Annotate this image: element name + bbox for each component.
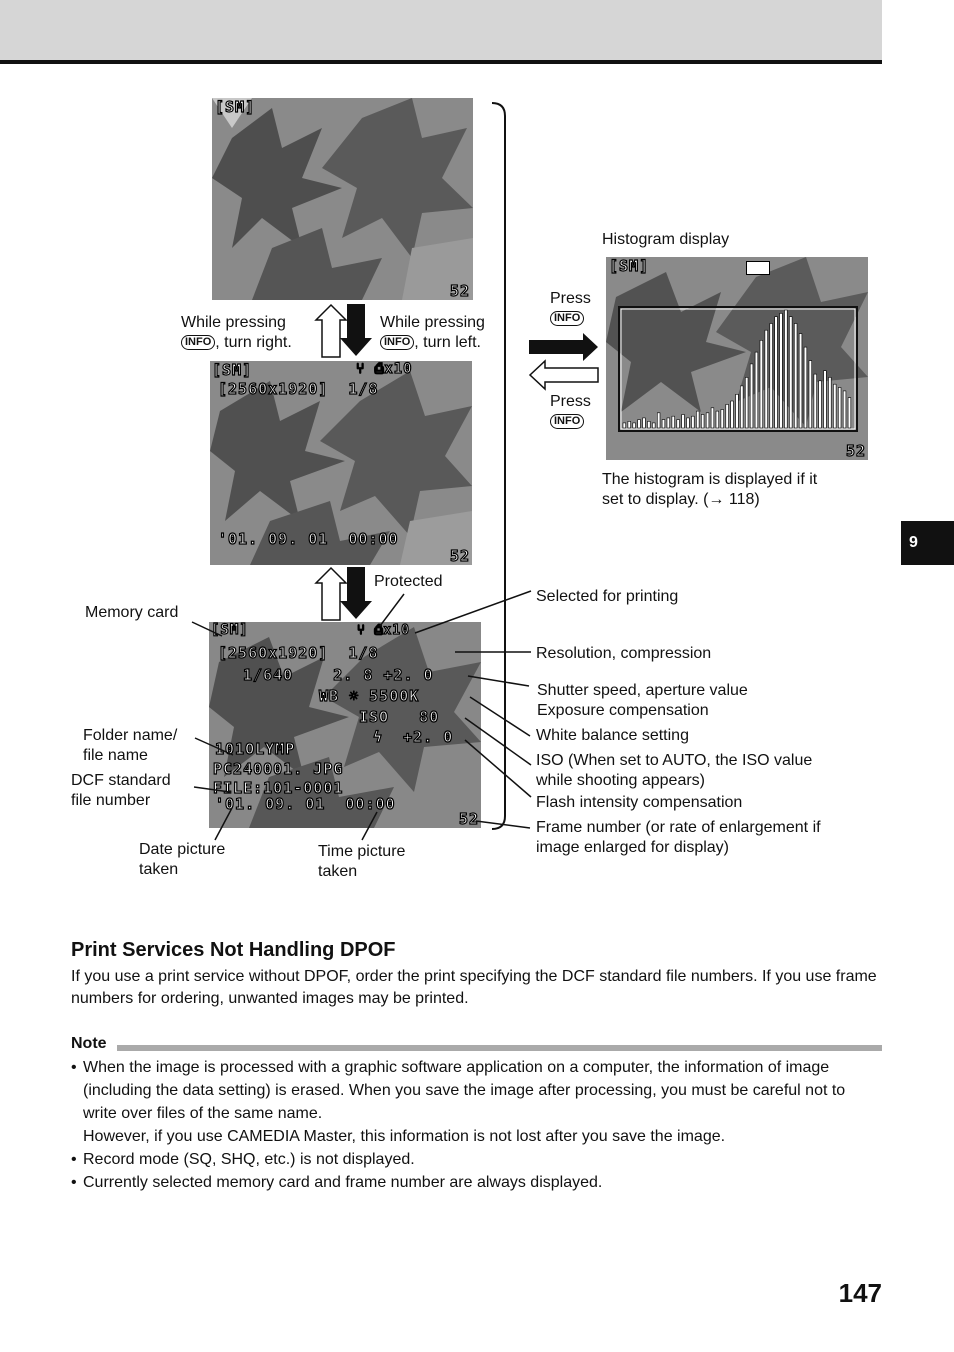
note-rule	[117, 1045, 882, 1051]
protected-label: Protected	[374, 573, 443, 590]
press-label-2: Press INFO	[550, 393, 591, 428]
frame-number: 52	[449, 547, 470, 565]
white-balance-display: WB ☼ 5500K	[319, 687, 420, 705]
note-title: Note	[71, 1035, 107, 1052]
note-continuation: However, if you use CAMEDIA Master, this information is not lost after you save the image.	[83, 1128, 726, 1145]
section-title: Print Services Not Handling DPOF	[71, 939, 396, 961]
white-balance-label: White balance setting	[536, 727, 689, 744]
chapter-tab: 9	[901, 521, 954, 565]
resolution-display: [2560x1920] 1/8	[218, 380, 379, 398]
dcf-label: DCF standard file number	[71, 772, 171, 809]
press-label-1: Press INFO	[550, 290, 591, 325]
shutter-label: Shutter speed, aperture value Exposure compensation	[537, 682, 748, 719]
mode-indicator: [SM]	[212, 361, 253, 379]
resolution-label: Resolution, compression	[536, 645, 712, 662]
flash-label: Flash intensity compensation	[536, 794, 743, 811]
note-item: • When the image is processed with a graphic software application on a computer, the information of image (including the data setting) is erased. When you save the image after processing, you must be careful not to write over files of the same name.	[71, 1059, 846, 1122]
file-number-display: FILE:101-0001	[213, 779, 344, 797]
date-taken-label: Date picture taken	[139, 841, 226, 878]
shutter-aperture-display: 1/640 2. 8 +2. 0	[243, 666, 434, 684]
flash-compensation-display: ϟ +2. 0	[373, 728, 454, 746]
iso-label: ISO (When set to AUTO, the ISO value while shooting appears)	[536, 752, 813, 789]
protect-print-icons: ⑂ ⎙x10	[357, 623, 410, 638]
frame-number: 52	[458, 810, 479, 828]
datetime-display: '01. 09. 01 00:00	[218, 530, 399, 548]
mode-indicator: [SM]	[211, 622, 249, 638]
folder-name-label: Folder name/ file name	[83, 727, 178, 764]
protect-print-icons: ⑂ ⎙x10	[356, 361, 413, 377]
while-pressing-right-label: While pressing INFO , turn right.	[181, 314, 292, 351]
info-button-icon: INFO	[181, 335, 215, 350]
info-button-icon: INFO	[550, 311, 584, 326]
info-button-icon: INFO	[380, 335, 414, 350]
datetime-display: '01. 09. 01 00:00	[215, 795, 396, 813]
folder-name-display: 101OLYMP	[215, 740, 296, 758]
file-name-display: PC240001. JPG	[213, 760, 344, 778]
note-item: • Record mode (SQ, SHQ, etc.) is not displayed.	[71, 1151, 415, 1168]
while-pressing-left-label: While pressing INFO , turn left.	[380, 314, 485, 351]
note-list	[71, 1056, 871, 1194]
memory-card-label: Memory card	[85, 604, 179, 621]
histogram-note: The histogram is displayed if it set to display. (→ 118)	[602, 471, 818, 508]
frame-label: Frame number (or rate of enlargement if image enlarged for display)	[536, 819, 821, 856]
frame-number: 52	[449, 282, 470, 300]
info-button-icon: INFO	[550, 414, 584, 429]
page-number: 147	[838, 1278, 882, 1308]
mode-indicator: [SM]	[609, 257, 650, 275]
mode-indicator: [SM]	[215, 98, 256, 116]
section-body: If you use a print service without DPOF, order the print specifying the DCF standard file numbers. If you use frame numbers for ordering, unwanted images may be printed.	[71, 968, 877, 1007]
time-taken-label: Time picture taken	[318, 843, 406, 880]
iso-display: ISO 80	[359, 708, 440, 726]
resolution-display: [2560x1920] 1/8	[218, 644, 379, 662]
selected-print-label: Selected for printing	[536, 588, 679, 605]
note-item: • Currently selected memory card and frame number are always displayed.	[71, 1174, 603, 1191]
frame-number: 52	[845, 442, 866, 460]
histogram-title: Histogram display	[602, 231, 730, 248]
